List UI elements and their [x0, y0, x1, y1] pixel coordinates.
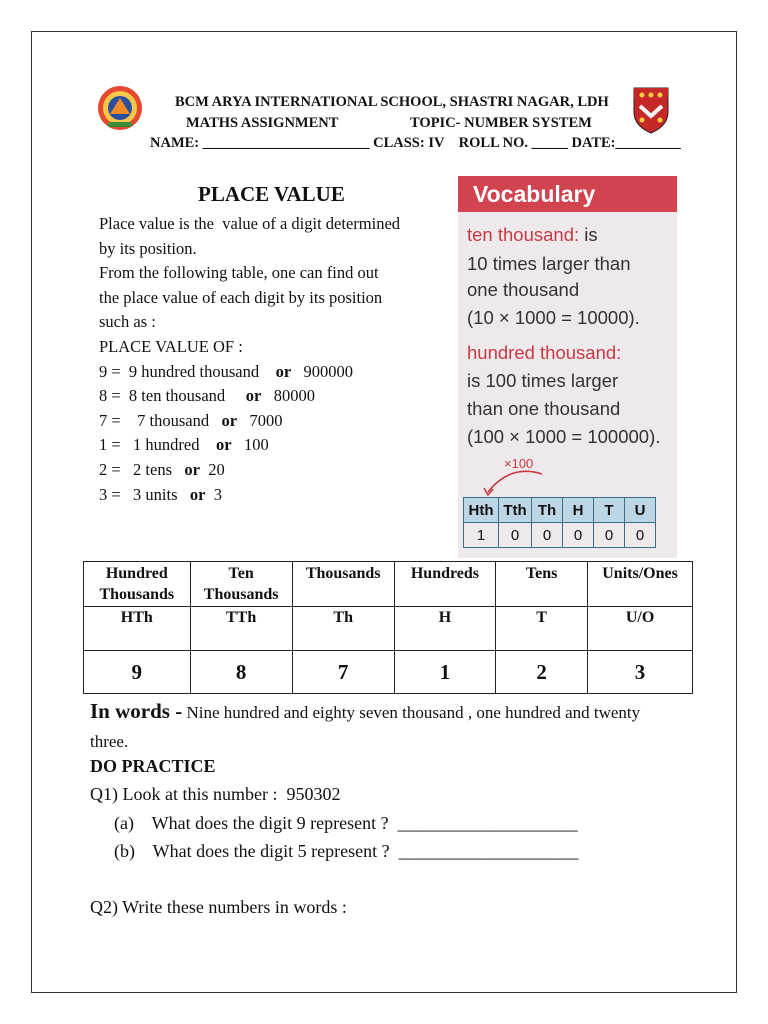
column-header: Thousands [292, 562, 394, 607]
abbrev-cell: T [496, 607, 588, 651]
digit-cell: 1 [394, 651, 495, 694]
abbrev-cell: Th [292, 607, 394, 651]
vocab-def: than one thousand [467, 398, 621, 419]
in-words-label: In words - [90, 699, 183, 723]
mini-header: T [594, 498, 625, 523]
mini-cell: 0 [563, 523, 594, 548]
abbrev-cell: HTh [84, 607, 191, 651]
assignment-title: MATHS ASSIGNMENT [186, 115, 339, 131]
question-1: Q1) Look at this number : 950302 [90, 784, 341, 804]
mini-header: Hth [464, 498, 499, 523]
pv-item: 2 = 2 tens or 20 [99, 459, 225, 479]
vocab-def: (100 × 1000 = 100000). [467, 426, 661, 447]
pv-item: 1 = 1 hundred or 100 [99, 435, 269, 455]
arrow-label: ×100 [504, 456, 534, 471]
question-1a: (a) What does the digit 9 represent ? ____________________ [114, 813, 578, 833]
pv-item: 9 = 9 hundred thousand or 900000 [99, 361, 354, 381]
column-header: Tens [496, 562, 588, 607]
topic-title: TOPIC- NUMBER SYSTEM [410, 115, 592, 131]
column-header: Units/Ones [588, 562, 693, 607]
abbrev-cell: H [394, 607, 495, 651]
place-value-explanation [99, 212, 449, 507]
column-header: Hundreds [394, 562, 495, 607]
digit-cell: 2 [496, 651, 588, 694]
mini-cell: 0 [532, 523, 563, 548]
digit-cell: 9 [84, 651, 191, 694]
pv-line: by its position. [99, 238, 197, 258]
vocabulary-heading-bar [626, 176, 677, 212]
abbrev-cell: U/O [588, 607, 693, 651]
school-name: BCM ARYA INTERNATIONAL SCHOOL, SHASTRI NAGAR, LDH [175, 94, 609, 110]
column-header: Hundred Thousands [84, 562, 191, 607]
mini-header: Tth [499, 498, 532, 523]
place-value-title: PLACE VALUE [198, 182, 345, 206]
place-value-table [83, 561, 693, 694]
vocab-term-hundred-thousand: hundred thousand: [467, 342, 622, 363]
pv-item: 8 = 8 ten thousand or 80000 [99, 386, 315, 406]
column-header: Ten Thousands [190, 562, 292, 607]
digit-cell: 8 [190, 651, 292, 694]
mini-cell: 1 [464, 523, 499, 548]
vocab-term-ten-thousand: ten thousand: is [467, 224, 598, 245]
abbrev-cell: TTh [190, 607, 292, 651]
student-info-line: NAME: _______________________ CLASS: IV ROLL NO. _____ DATE:_________ [150, 135, 681, 151]
question-1b: (b) What does the digit 5 represent ? ____________________ [114, 841, 579, 861]
mini-header: U [625, 498, 656, 523]
digit-cell: 3 [588, 651, 693, 694]
mini-cell: 0 [594, 523, 625, 548]
in-words-text: Nine hundred and eighty seven thousand , one hundred and twenty three. [90, 703, 641, 751]
digit-cell: 7 [292, 651, 394, 694]
pv-line: Place value is the value of a digit determined [99, 214, 401, 233]
pv-item: 7 = 7 thousand or 7000 [99, 410, 283, 430]
in-words-paragraph [90, 697, 650, 756]
practice-heading: DO PRACTICE [90, 756, 216, 776]
pv-line: PLACE VALUE OF : [99, 336, 243, 356]
pv-line: the place value of each digit by its position [99, 287, 383, 307]
cambridge-crest-icon [632, 86, 670, 134]
vocab-place-table [463, 497, 656, 548]
mini-cell: 0 [625, 523, 656, 548]
school-logo-icon [96, 84, 144, 132]
vocab-def: one thousand [467, 279, 580, 300]
question-2: Q2) Write these numbers in words : [90, 897, 347, 917]
mini-cell: 0 [499, 523, 532, 548]
vocab-def: 10 times larger than [467, 253, 631, 274]
pv-line: such as : [99, 312, 156, 332]
mini-header: H [563, 498, 594, 523]
vocabulary-heading: Vocabulary [458, 176, 626, 212]
mini-header: Th [532, 498, 563, 523]
pv-item: 3 = 3 units or 3 [99, 484, 222, 504]
vocab-def: is 100 times larger [467, 370, 619, 391]
vocab-def: (10 × 1000 = 10000). [467, 307, 640, 328]
pv-line: From the following table, one can find out [99, 263, 379, 283]
